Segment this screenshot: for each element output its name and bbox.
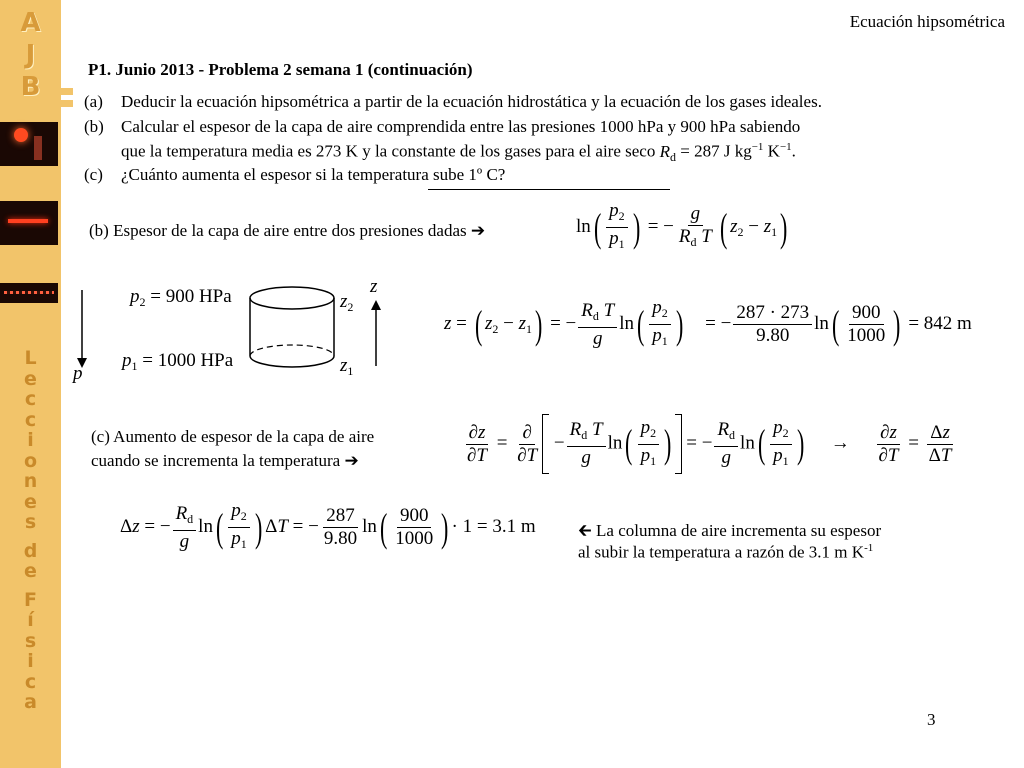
z-axis-label: z [370, 276, 378, 297]
sidebar-letter: e [24, 490, 37, 513]
divider-line [428, 189, 670, 190]
item-b-text-2c: K [763, 141, 780, 161]
item-c-text: ¿Cuánto aumenta el espesor si la temperatura sube 1º C? [121, 165, 506, 184]
sidebar-letter: L [24, 347, 37, 369]
sidebar-letter: e [24, 560, 37, 582]
increment-result: · 1 = 3.1 m [451, 515, 536, 537]
sidebar-letter: s [24, 629, 37, 652]
p-axis-label: p [73, 363, 83, 384]
right-arrow-icon: ➔ [470, 221, 486, 240]
logo-letter-j: J [25, 40, 36, 70]
problem-heading: P1. Junio 2013 - Problema 2 semana 1 (continuación) [88, 60, 473, 79]
lab-photo-1 [0, 122, 58, 166]
thickness-calculation: z = ( $z_2 - z_1$) = − $\frac{R_d T}{g}$ ln( $\frac{p_2}{p_1}$ ) = − $\frac{287 \cdot 273}{9.80}$ ln( $\frac{900}{1000}$ ) = 842 m [444, 297, 972, 349]
sidebar-letter: í [27, 609, 34, 631]
item-b-label: (b) [84, 117, 104, 136]
sidebar-letter: i [27, 429, 34, 451]
item-a-label: (a) [84, 92, 103, 111]
z1-label: $z_1$ [340, 355, 354, 378]
increment-calculation: Δz = − $\frac{R_d}{g}$ ln( $\frac{p_2}{p_1}$ ) ΔT = − $\frac{287}{9.80}$ ln( $\frac{900}{1000}$ ) · 1 = 3.1 m [120, 500, 536, 552]
thickness-result: = 842 m [908, 312, 972, 334]
slide-tab [61, 88, 73, 95]
lab-photo-3 [0, 283, 58, 303]
sidebar-letter: c [24, 408, 37, 431]
arrow-icon: → [830, 432, 850, 454]
p2-label: $p_2 = 900$ HPa [130, 286, 232, 309]
item-b-text-2a: que la temperatura media es 273 K y la constante de los gases para el aire seco [121, 141, 660, 161]
sidebar [0, 0, 61, 768]
section-c-intro-1: (c) Aumento de espesor de la capa de aire [91, 427, 375, 446]
lab-photo-2 [0, 201, 58, 245]
hypsometric-equation: ln( $\frac{p_2}{p_1}$ ) = − $\frac{g}{R_d T}$ ( $z_2 - z_1$) [576, 200, 788, 251]
item-b-text-2b: = 287 J kg [675, 141, 752, 161]
sidebar-letter: d [23, 539, 38, 562]
sidebar-letter: a [24, 691, 37, 713]
section-c-intro-2: cuando se incrementa la temperatura ➔ [91, 451, 359, 470]
sidebar-letter: F [24, 588, 37, 611]
section-b-intro: (b) Espesor de la capa de aire entre dos presiones dadas ➔ [89, 221, 486, 240]
sidebar-letter: c [24, 388, 37, 410]
p1-label: $p_1 = 1000$ HPa [122, 350, 234, 373]
item-b-text-1: Calcular el espesor de la capa de aire comprendida entre las presiones 1000 hPa y 900 hPa sabiendo [121, 117, 801, 136]
right-arrow-icon: ➔ [344, 451, 359, 470]
sidebar-letter: o [23, 449, 38, 472]
sidebar-letter: n [23, 470, 38, 492]
sidebar-letter: i [27, 650, 34, 672]
sidebar-letter: c [24, 670, 37, 693]
logo-letter-b: B [20, 72, 41, 102]
air-column-diagram [60, 270, 400, 400]
z2-label: $z_2$ [340, 291, 354, 314]
conclusion-line-2: al subir la temperatura a razón de 3.1 m $K^{-1}$ [578, 542, 874, 562]
conclusion-line-1: 🡰 La columna de aire incrementa su espesor [578, 521, 882, 540]
derivative-equation: $\frac{\partial z}{\partial T}$ = $\frac{\partial}{\partial T}$ − $\frac{R_d T}{g}$ ln( $\frac{p_2}{p_1}$ ) = − $\frac{R_d}{g}$ ln( $\frac{p_2}{p_1}$ ) → $\frac{\partial z}{\partial T}$ = $\frac{\Delta z}{\Delta T}$ [462, 414, 956, 474]
sidebar-letter: e [24, 367, 37, 390]
page-number: 3 [927, 710, 936, 729]
slide-title: Ecuación hipsométrica [849, 12, 1005, 31]
left-arrow-icon: 🡰 [578, 521, 592, 540]
item-b-text-2: que la temperatura media es 273 K y la constante de los gases para el aire seco $R_d = 287$ J $kg^{-1}$ $K^{-1}$. [121, 141, 796, 164]
item-a-text: Deducir la ecuación hipsométrica a partir de la ecuación hidrostática y la ecuación de los gases ideales. [121, 92, 822, 111]
logo-letter-a: A [20, 8, 41, 38]
slide-tab [61, 100, 73, 107]
item-c-label: (c) [84, 165, 103, 184]
sidebar-letter: s [24, 511, 37, 533]
